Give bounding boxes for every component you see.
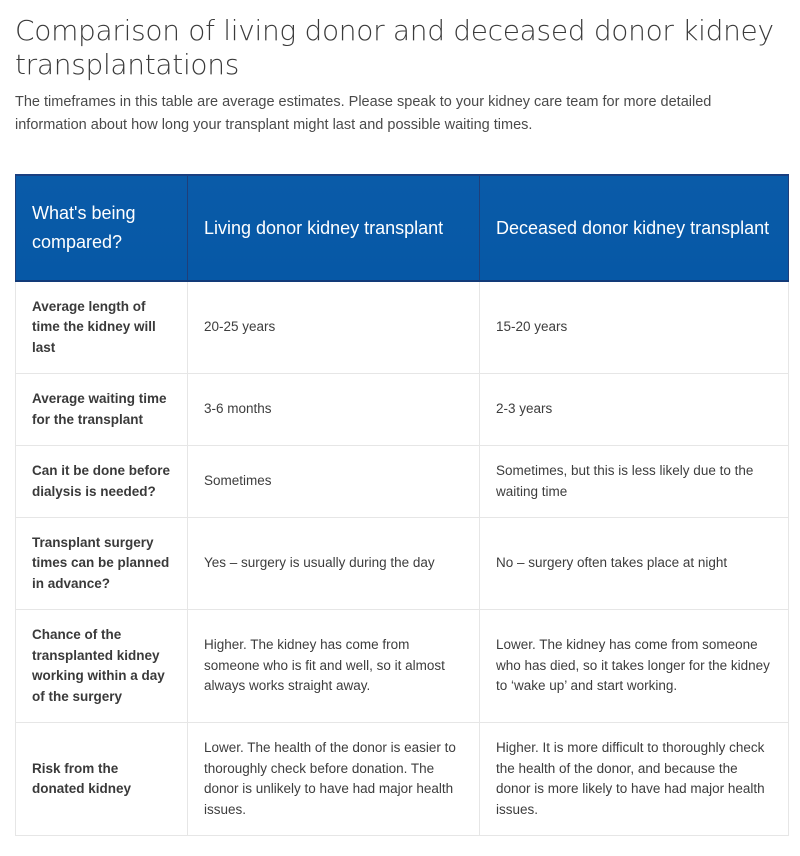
row-label: Chance of the transplanted kidney working within a day of the surgery <box>16 610 188 723</box>
table-row <box>16 374 789 446</box>
page <box>0 0 800 137</box>
table-row <box>16 281 789 374</box>
living-donor-cell: Higher. The kidney has come from someone who is fit and well, so it almost always works straight away. <box>188 610 480 723</box>
table-row <box>16 723 789 836</box>
table-row <box>16 446 789 518</box>
table-row <box>16 610 789 723</box>
intro-paragraph: The timeframes in this table are average estimates. Please speak to your kidney care team for more detailed information about how long your transplant might last and possible waiting times. <box>15 94 712 133</box>
column-header-compared: What's being compared? <box>16 175 188 281</box>
column-header-deceased-donor: Deceased donor kidney transplant <box>480 175 789 281</box>
table-body <box>16 281 789 836</box>
deceased-donor-cell: Sometimes, but this is less likely due to the waiting time <box>480 446 789 518</box>
table-row <box>16 518 789 610</box>
deceased-donor-cell: No – surgery often takes place at night <box>480 518 789 610</box>
comparison-table <box>15 174 789 836</box>
deceased-donor-cell: Higher. It is more difficult to thoroughly check the health of the donor, and because the donor is more likely to have had major health issues. <box>480 723 789 836</box>
deceased-donor-cell: 2-3 years <box>480 374 789 446</box>
table-header <box>16 175 789 281</box>
column-header-living-donor: Living donor kidney transplant <box>188 175 480 281</box>
deceased-donor-cell: 15-20 years <box>480 281 789 374</box>
row-label: Average length of time the kidney will last <box>16 281 188 374</box>
living-donor-cell: 3-6 months <box>188 374 480 446</box>
header-row <box>16 175 789 281</box>
deceased-donor-cell: Lower. The kidney has come from someone who has died, so it takes longer for the kidney to ‘wake up’ and start working. <box>480 610 789 723</box>
living-donor-cell: 20-25 years <box>188 281 480 374</box>
living-donor-cell: Sometimes <box>188 446 480 518</box>
living-donor-cell: Lower. The health of the donor is easier to thoroughly check before donation. The donor is unlikely to have had major health issues. <box>188 723 480 836</box>
row-label: Can it be done before dialysis is needed? <box>16 446 188 518</box>
row-label: Average waiting time for the transplant <box>16 374 188 446</box>
row-label: Risk from the donated kidney <box>16 723 188 836</box>
page-title: Comparison of living donor and deceased donor kidney transplantations <box>15 14 774 81</box>
row-label: Transplant surgery times can be planned in advance? <box>16 518 188 610</box>
living-donor-cell: Yes – surgery is usually during the day <box>188 518 480 610</box>
